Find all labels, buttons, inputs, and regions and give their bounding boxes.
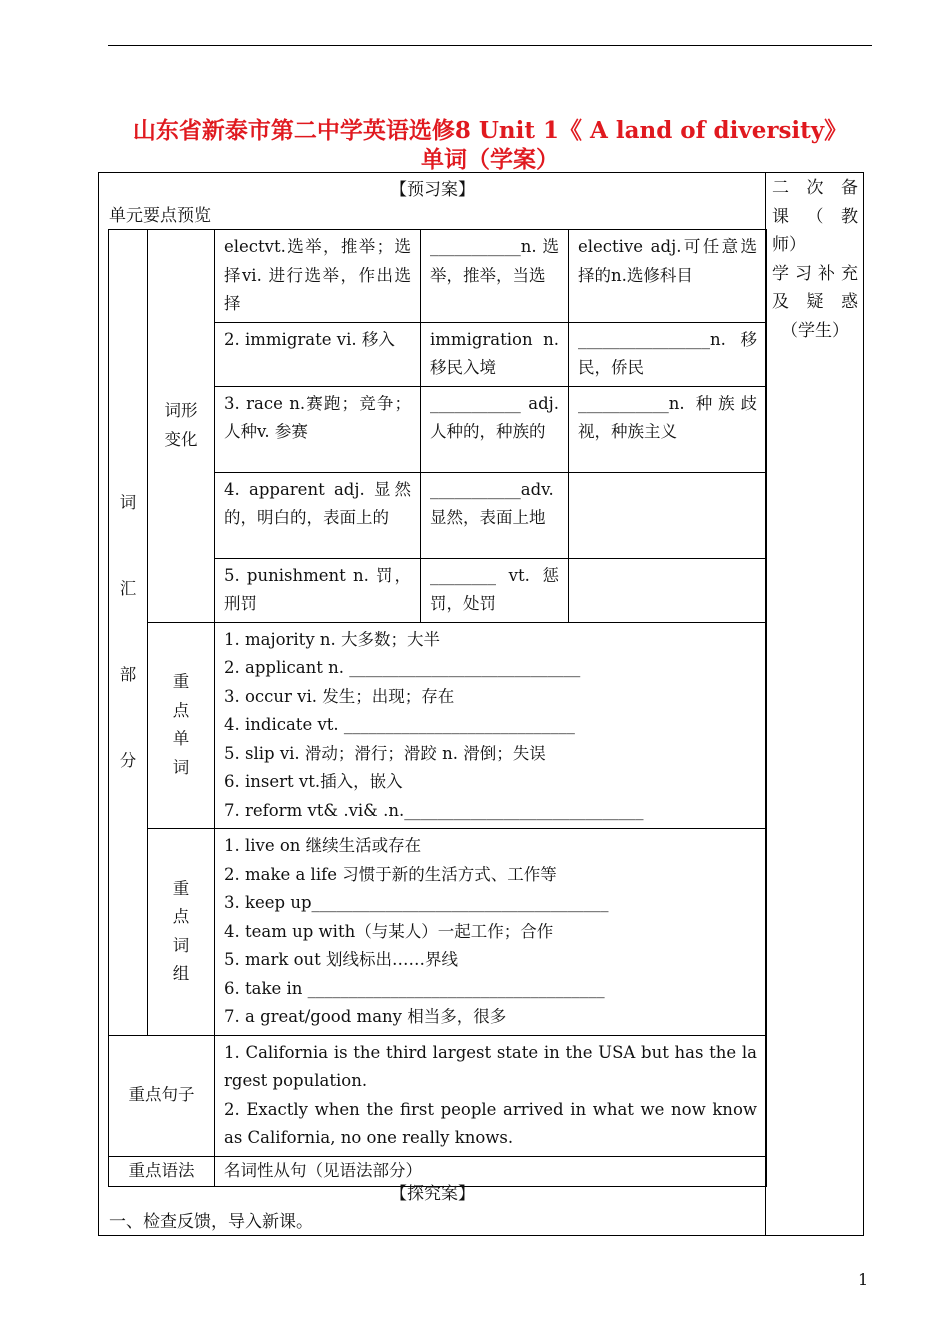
word-form-cell: 5. punishment n. 罚，刑罚: [215, 558, 421, 622]
word-form-cell: ___________n. 种族歧视，种族主义: [569, 386, 767, 472]
key-grammar-content: 名词性从句（见语法部分）: [215, 1156, 767, 1186]
list-item: 7. reform vt& .vi& .n._____________________________: [224, 800, 644, 820]
document-title: [100, 116, 880, 174]
explore-step-1: 一、检查反馈，导入新课。: [109, 1212, 313, 1232]
side-note-line: 二次备: [772, 178, 858, 198]
word-form-cell: elective adj.可任意选择的n.选修科目: [569, 230, 767, 323]
list-item: 1. live on 继续生活或存在: [224, 836, 422, 855]
list-item: 4. indicate vt. ____________________________: [224, 715, 575, 734]
side-note-line: 学习补充: [772, 263, 858, 284]
word-form-cell: ___________n. 选举，推举，当选: [421, 230, 569, 323]
list-item: 5. slip vi. 滑动；滑行；滑跤 n. 滑倒；失误: [224, 743, 546, 763]
word-form-cell: 3. race n.赛跑；竞争；人种v. 参赛: [215, 386, 421, 472]
list-item: 2. Exactly when the first people arrived in what we now know as California, no one really knows.: [224, 1099, 757, 1147]
table-row: [109, 230, 767, 323]
word-form-cell: [569, 472, 767, 558]
list-item: 7. a great/good many 相当多，很多: [224, 1007, 507, 1026]
word-form-cell: immigration n. 移民入境: [421, 322, 569, 386]
word-form-cell: ________ vt. 惩罚，处罚: [421, 558, 569, 622]
key-words-list: [215, 622, 767, 829]
word-form-cell: [569, 558, 767, 622]
table-row: [109, 1035, 767, 1156]
key-grammar-label: 重点语法: [109, 1156, 215, 1186]
word-form-cell: ___________adv. 显然，表面上地: [421, 472, 569, 558]
side-note-line: 及疑惑: [772, 292, 858, 312]
title-line-2: 单词（学案）: [421, 146, 559, 173]
list-item: 3. occur vi. 发生；出现；存在: [224, 686, 455, 706]
side-note-line: 课（教: [772, 206, 858, 227]
word-form-cell: electvt.选举，推举；选择vi. 进行选举，作出选择: [215, 230, 421, 323]
preview-section-heading: 【预习案】: [390, 180, 475, 200]
word-form-cell: ________________n. 移民，侨民: [569, 322, 767, 386]
key-sentences-label: 重点句子: [109, 1035, 215, 1156]
list-item: 1. majority n. 大多数；大半: [224, 629, 440, 649]
page-number: 1: [858, 1270, 869, 1289]
word-forms-label: 词形 变化: [148, 230, 215, 623]
side-note-line: （学生）: [781, 320, 849, 341]
table-row: [109, 622, 767, 829]
list-item: 3. keep up____________________________________: [224, 893, 609, 912]
vocabulary-table: [108, 229, 767, 1187]
unit-preview-label: 单元要点预览: [109, 206, 211, 226]
key-phrases-list: [215, 829, 767, 1036]
list-item: 6. insert vt.插入，嵌入: [224, 772, 403, 791]
list-item: 4. team up with（与某人）一起工作；合作: [224, 921, 554, 941]
list-item: 5. mark out 划线标出……界线: [224, 950, 459, 969]
explore-section-heading: 【探究案】: [390, 1184, 475, 1204]
word-form-cell: 4. apparent adj. 显然的，明白的，表面上的: [215, 472, 421, 558]
side-notes-column: [772, 174, 858, 345]
key-words-label: 重 点 单 词: [148, 622, 215, 829]
list-item: 1. California is the third largest state in the USA but has the largest population.: [224, 1042, 757, 1090]
table-row: [109, 829, 767, 1036]
list-item: 2. applicant n. ____________________________: [224, 658, 581, 677]
vocab-section-label: 词 汇 部 分: [109, 230, 148, 1036]
key-sentences-list: [215, 1035, 767, 1156]
word-form-cell: ___________ adj. 人种的，种族的: [421, 386, 569, 472]
side-note-line: 师）: [772, 235, 806, 255]
list-item: 6. take in ____________________________________: [224, 978, 605, 998]
header-rule: [108, 45, 872, 46]
title-line-1: 山东省新泰市第二中学英语选修8 Unit 1《 A land of diversity》: [132, 117, 848, 144]
key-phrases-label: 重 点 词 组: [148, 829, 215, 1036]
word-form-cell: 2. immigrate vi. 移入: [215, 322, 421, 386]
list-item: 2. make a life 习惯于新的生活方式、工作等: [224, 864, 557, 884]
